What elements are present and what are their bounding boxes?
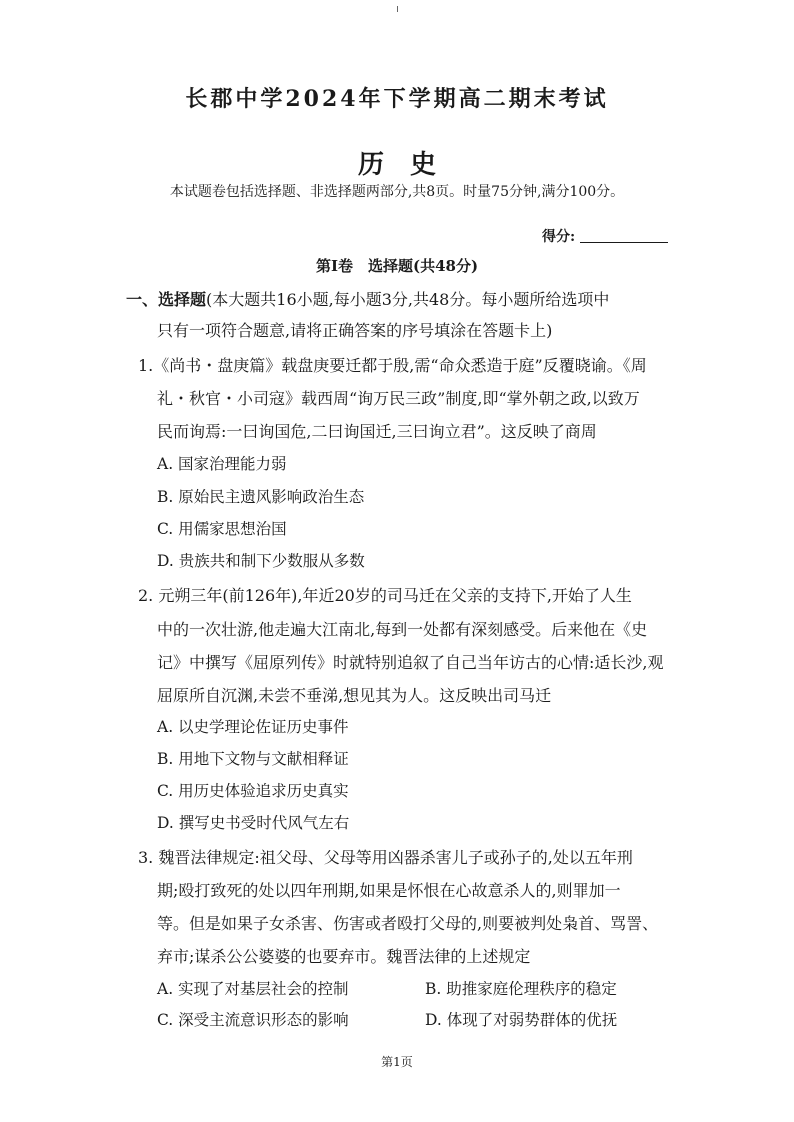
question-1-option-d[interactable]: D. 贵族共和制下少数服从多数 xyxy=(157,552,365,570)
section-instruction-text: (本大题共16小题,每小题3分,共48分。每小题所给选项中 xyxy=(206,290,610,309)
school-exam-title: 长郡中学2024年下学期高二期末考试 xyxy=(185,86,609,112)
subject-title: 历史 xyxy=(357,150,462,180)
score-blank-line[interactable] xyxy=(580,242,668,243)
question-1-line-3: 民而询焉:一曰询国危,二曰询国迁,三曰询立君”。这反映了商周 xyxy=(157,422,597,441)
top-tick-mark xyxy=(397,6,398,12)
question-1-option-a[interactable]: A. 国家治理能力弱 xyxy=(157,455,287,473)
question-3-line-2: 期;殴打致死的处以四年刑期,如果是怀恨在心故意杀人的,则罪加一 xyxy=(157,881,621,900)
question-2-line-3: 记》中撰写《屈原列传》时就特别追叙了自己当年访古的心情:适长沙,观 xyxy=(157,653,664,672)
question-3-option-c[interactable]: C. 深受主流意识形态的影响 xyxy=(157,1011,349,1029)
question-1-option-b[interactable]: B. 原始民主遗风影响政治生态 xyxy=(157,488,365,506)
page-number: 第1页 xyxy=(381,1055,413,1069)
question-2-option-d[interactable]: D. 撰写史书受时代风气左右 xyxy=(157,814,350,832)
question-1-option-c[interactable]: C. 用儒家思想治国 xyxy=(157,520,287,538)
score-label: 得分: xyxy=(542,229,576,245)
question-2-option-b[interactable]: B. 用地下文物与文献相释证 xyxy=(157,750,349,768)
question-3-option-d[interactable]: D. 体现了对弱势群体的优抚 xyxy=(425,1011,618,1029)
question-3-line-4: 弃市;谋杀公公婆婆的也要弃市。魏晋法律的上述规定 xyxy=(157,947,531,966)
exam-intro: 本试题卷包括选择题、非选择题两部分,共8页。时量75分钟,满分100分。 xyxy=(169,184,625,200)
section-instruction-line-2: 只有一项符合题意,请将正确答案的序号填涂在答题卡上) xyxy=(157,321,553,340)
section-instruction-line-1 xyxy=(126,287,609,310)
question-1-line-2: 礼・秋官・小司寇》载西周“询万民三政”制度,即“掌外朝之政,以致万 xyxy=(157,389,640,408)
question-3-option-a[interactable]: A. 实现了对基层社会的控制 xyxy=(157,980,349,998)
question-3-option-b[interactable]: B. 助推家庭伦理秩序的稳定 xyxy=(425,980,617,998)
question-2-option-c[interactable]: C. 用历史体验追求历史真实 xyxy=(157,782,349,800)
question-2-option-a[interactable]: A. 以史学理论佐证历史事件 xyxy=(157,718,349,736)
question-2-line-1: 2. 元朔三年(前126年),年近20岁的司马迁在父亲的支持下,开始了人生 xyxy=(138,586,632,605)
section-label: 一、选择题 xyxy=(126,290,207,309)
question-3-line-1: 3. 魏晋法律规定:祖父母、父母等用凶器杀害儿子或孙子的,处以五年刑 xyxy=(138,848,633,867)
question-2-line-2: 中的一次壮游,他走遍大江南北,每到一处都有深刻感受。后来他在《史 xyxy=(157,620,648,639)
question-2-line-4: 屈原所自沉渊,未尝不垂涕,想见其为人。这反映出司马迁 xyxy=(157,686,552,705)
question-3-line-3: 等。但是如果子女杀害、伤害或者殴打父母的,则要被判处枭首、骂詈、 xyxy=(157,914,659,933)
question-1-line-1: 1.《尚书・盘庚篇》载盘庚要迁都于殷,需“命众悉造于庭”反覆晓谕。《周 xyxy=(138,356,647,375)
part-heading: 第Ⅰ卷 选择题(共48分) xyxy=(315,257,479,275)
